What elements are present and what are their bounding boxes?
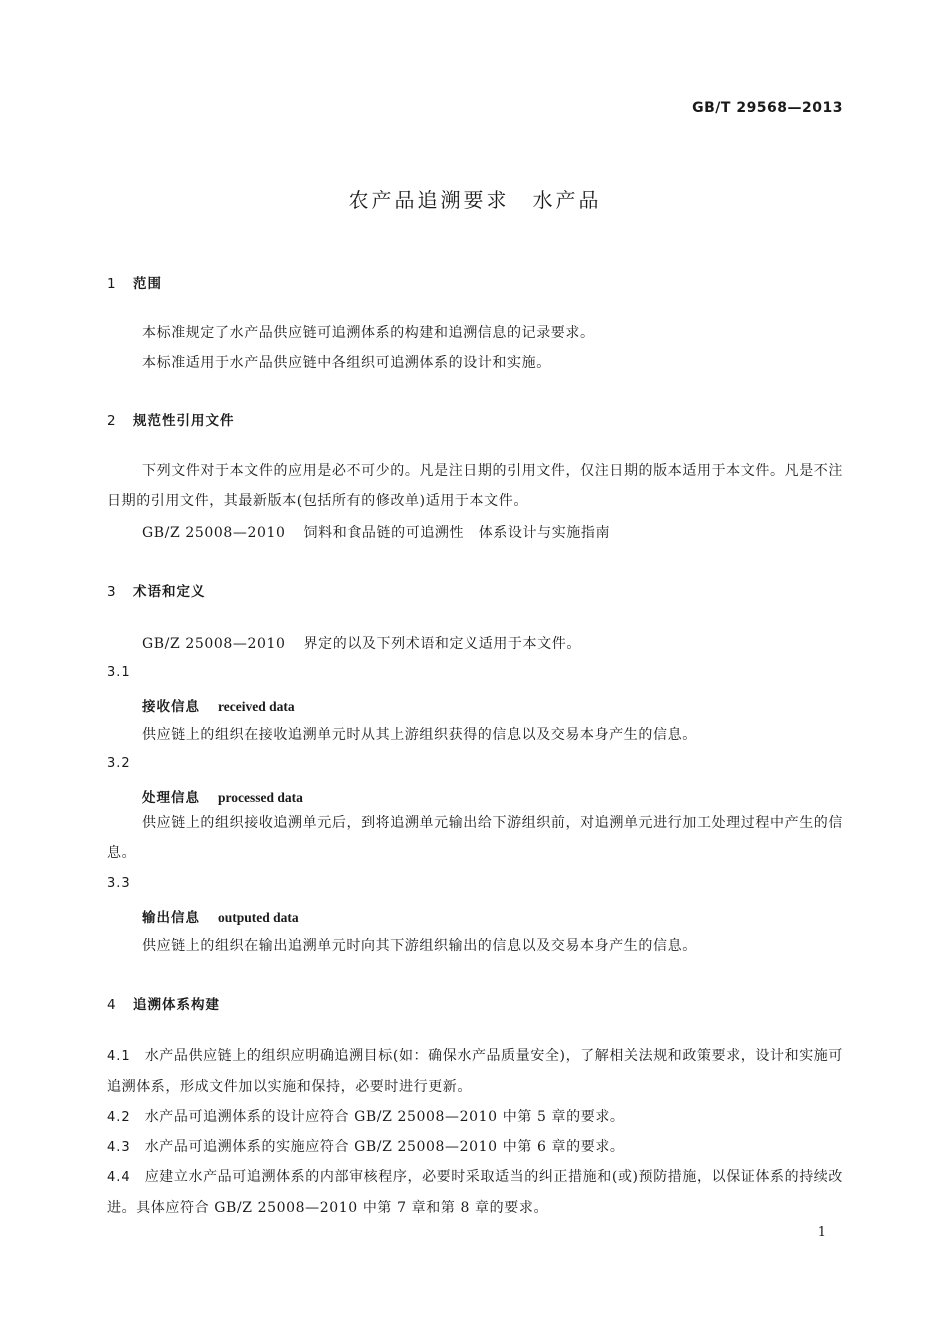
clause-text: 水产品可追溯体系的实施应符合 GB/Z 25008—2010 中第 6 章的要求。 [144, 1139, 625, 1155]
term-name [142, 695, 295, 715]
clause-text: 水产品可追溯体系的设计应符合 GB/Z 25008—2010 中第 5 章的要求。 [144, 1109, 625, 1125]
term-number: 3.1 [107, 665, 131, 680]
term-definition: 供应链上的组织在接收追溯单元时从其上游组织获得的信息以及交易本身产生的信息。 [142, 727, 697, 743]
clause-number: 4.2 [107, 1110, 131, 1125]
section-2-heading [107, 409, 235, 429]
section-3-heading [107, 580, 206, 600]
clause-number: 4.1 [107, 1049, 131, 1064]
term-chinese: 接收信息 [142, 699, 200, 715]
clause-4-4 [107, 1162, 843, 1223]
normative-reference [142, 522, 610, 542]
section-4-heading [107, 993, 220, 1013]
term-number: 3.3 [107, 876, 131, 891]
reference-code: GB/Z 25008—2010 [142, 636, 286, 652]
section-number: 3 [107, 584, 117, 600]
term-english: outputed data [218, 910, 299, 925]
term-english: received data [218, 699, 295, 714]
clause-text: 水产品供应链上的组织应明确追溯目标(如：确保水产品质量安全)，了解相关法规和政策要求，设计和实施可追溯体系，形成文件加以实施和保持，必要时进行更新。 [107, 1048, 844, 1095]
page-number: 1 [817, 1225, 826, 1240]
section-title: 追溯体系构建 [133, 997, 220, 1013]
clause-number: 4.4 [107, 1170, 131, 1185]
reference-title: 饲料和食品链的可追溯性 体系设计与实施指南 [303, 525, 611, 541]
section-title: 范围 [133, 276, 162, 292]
section-3-intro [142, 633, 581, 653]
section-1-heading [107, 272, 162, 292]
section-number: 1 [107, 276, 117, 292]
intro-text: 界定的以及下列术语和定义适用于本文件。 [303, 636, 581, 652]
document-title: 农产品追溯要求 水产品 [348, 188, 602, 212]
term-chinese: 输出信息 [142, 910, 200, 926]
term-english: processed data [218, 790, 303, 805]
section-1-paragraph-1: 本标准规定了水产品供应链可追溯体系的构建和追溯信息的记录要求。 [142, 325, 595, 341]
term-chinese: 处理信息 [142, 790, 200, 806]
clause-4-2 [107, 1102, 843, 1133]
term-number: 3.2 [107, 756, 131, 771]
section-number: 4 [107, 997, 117, 1013]
section-title: 术语和定义 [133, 584, 206, 600]
reference-code: GB/Z 25008—2010 [142, 525, 286, 541]
section-2-paragraph: 下列文件对于本文件的应用是必不可少的。凡是注日期的引用文件，仅注日期的版本适用于本文件。凡是不注日期的引用文件，其最新版本(包括所有的修改单)适用于本文件。 [107, 463, 843, 509]
clause-number: 4.3 [107, 1140, 131, 1155]
section-title: 规范性引用文件 [133, 413, 235, 429]
term-definition: 供应链上的组织在输出追溯单元时向其下游组织输出的信息以及交易本身产生的信息。 [142, 938, 697, 954]
term-name [142, 906, 299, 926]
clause-text: 应建立水产品可追溯体系的内部审核程序，必要时采取适当的纠正措施和(或)预防措施，以保证体系的持续改进。具体应符合 GB/Z 25008—2010 中第 7 章和第 8 章的要求。 [107, 1169, 844, 1216]
term-name [142, 786, 303, 806]
clause-4-3 [107, 1132, 843, 1163]
term-definition: 供应链上的组织接收追溯单元后，到将追溯单元输出给下游组织前，对追溯单元进行加工处理过程中产生的信息。 [107, 815, 843, 861]
clause-4-1 [107, 1041, 843, 1102]
section-number: 2 [107, 413, 117, 429]
standard-code: GB/T 29568—2013 [692, 100, 843, 116]
section-1-paragraph-2: 本标准适用于水产品供应链中各组织可追溯体系的设计和实施。 [142, 355, 551, 371]
